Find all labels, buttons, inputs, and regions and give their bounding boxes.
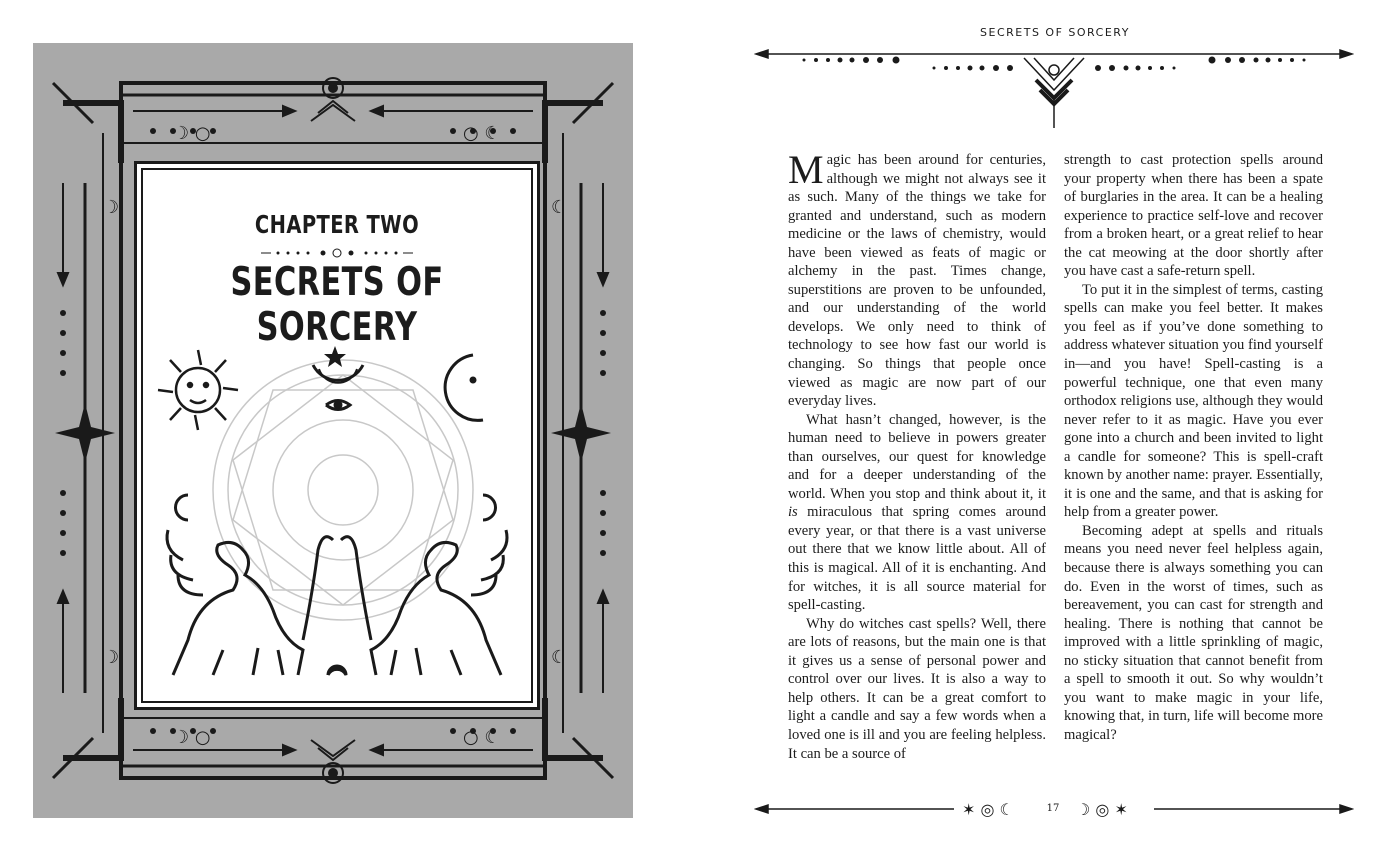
page-number: 17	[1046, 803, 1060, 814]
svg-text:✶ ◎ ☾: ✶ ◎ ☾	[962, 800, 1014, 819]
svg-text:☽: ☽	[103, 197, 120, 218]
header-ornament	[754, 40, 1354, 135]
paragraph: Why do witches cast spells? Well, there are lots of reasons, but the main one is that it gives us a sense of personal power and control over our lives. It is also a way to help others. It can be a great comfort to light a candle and say a few words when a loved one is ill and you are feeling helpless. It can be a source of	[788, 615, 1046, 762]
svg-text:☽: ☽	[103, 647, 120, 668]
chapter-opener-panel	[33, 43, 633, 818]
chapter-title-card	[141, 168, 533, 703]
text-column-left	[788, 147, 1046, 763]
svg-text:☽ ◎ ✶: ☽ ◎ ✶	[1076, 800, 1128, 819]
paragraph-text: agic has been around for centuries, although we might not always see it as such. Many of the things we take for granted and understand, such as modern medicine or the laws of chemistry, would have been viewed as feats of magic or alchemy in the past. Times change, superstitions are proven to be unfounded, and our understanding of the world develops. We only need to think of technology to see how fast our world is changing. So things that people once viewed as magic are now part of our everyday lives.	[788, 152, 1046, 410]
svg-text:☽ ○: ☽ ○	[173, 727, 211, 748]
chapter-illustration	[143, 170, 531, 701]
paragraph: Becoming adept at spells and rituals means you need never feel helpless again, because there is always something you can do. Even in the worst of times, such as bereavement, you can cast for strength and healing. There is nothing that cannot be improved with a little sprinkling of magic, no sticky situation that cannot benefit from a spell to smooth it out. So why wouldn’t you want to make magic in your life, knowing that, in turn, life will become more magical?	[1064, 522, 1323, 743]
svg-text:○ ☾: ○ ☾	[463, 123, 501, 144]
paragraph	[788, 147, 1046, 411]
paragraph-text: What hasn’t changed, however, is the human need to believe in powers greater than ourselves, our quest for knowledge and for a deeper understanding of the world. When you stop and think about it, it	[788, 411, 1046, 502]
svg-text:☾: ☾	[551, 197, 568, 218]
paragraph: To put it in the simplest of terms, casting spells can make you feel better. It makes you feel as if you’ve done something to address whatever situation you find yourself in—and you have! Spell-casting is a powerful technique, one that even many orthodox religions use, although they would never refer to it as magic. Have you ever gone into a church and been invited to light a candle for someone? This is spell-craft known by another name: prayer. Essentially, it is one and the same, and that is asking for help from a greater power.	[1064, 281, 1323, 521]
drop-cap: M	[788, 147, 824, 192]
svg-text:☽ ○: ☽ ○	[173, 123, 211, 144]
chapter-title: SECRETS OF SORCERY	[230, 260, 444, 350]
moon-face-icon	[445, 355, 483, 420]
paragraph-text: miraculous that spring comes around every year, or that there is a vast universe out there that we know little about. All of this is magical. All of it is enchanting. And for witches, it is all source material for spell-casting.	[788, 504, 1046, 614]
paragraph	[788, 411, 1046, 615]
text-column-right	[1064, 151, 1323, 745]
svg-text:☾: ☾	[551, 647, 568, 668]
crescent-moon-icon	[176, 495, 496, 675]
paragraph: strength to cast protection spells around your property when there has been a spate of burglaries in the area. It can be a healing experience to practice self-love and recover from a broken heart, or a great relief to hear the cat meowing at the door shortly after you have cast a safe-return spell.	[1064, 152, 1323, 280]
chapter-label: CHAPTER TWO	[254, 210, 420, 239]
svg-text:○ ☾: ○ ☾	[463, 727, 501, 748]
italic-emphasis: is	[788, 504, 798, 521]
running-head: SECRETS OF SORCERY	[980, 26, 1130, 39]
sun-face-icon	[158, 350, 238, 430]
griffin-icon	[167, 530, 333, 675]
